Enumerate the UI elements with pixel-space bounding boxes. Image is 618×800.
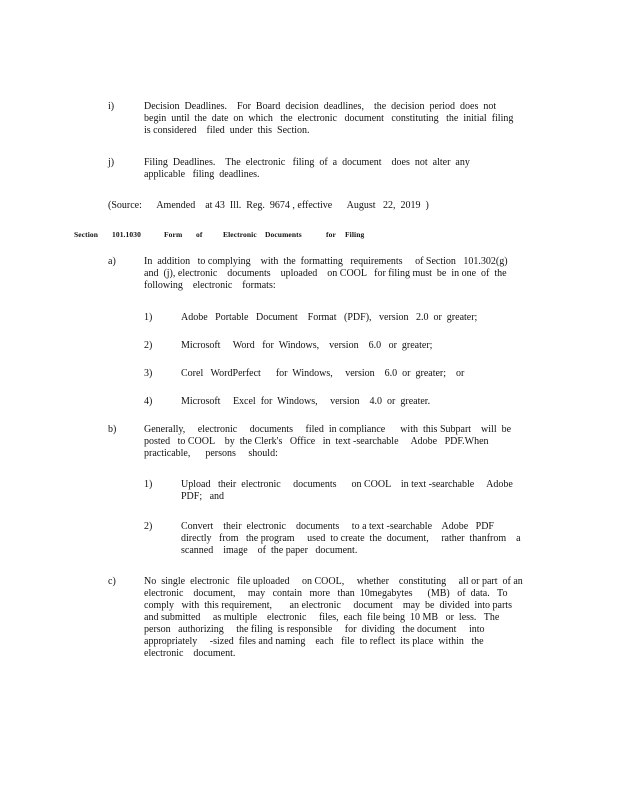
item-a-sub-4-marker: 4) xyxy=(144,396,153,407)
item-a-line: In addition to complying with the formatting requirements of Section 101.302(g) xyxy=(144,256,508,267)
item-b-line: practicable, persons should: xyxy=(144,448,278,459)
item-j-marker: j) xyxy=(108,157,115,168)
section-number: 101.1030 xyxy=(112,230,141,239)
item-c-line: electronic document, may contain more than 10megabytes (MB) of data. To xyxy=(144,588,508,599)
item-a-sub-1-text xyxy=(181,312,477,324)
item-b-sub-1-marker: 1) xyxy=(144,479,153,490)
item-b-line: Generally, electronic documents filed in compliance with this Subpart will be xyxy=(144,424,512,435)
section-title-word: of xyxy=(196,230,203,239)
item-c-line: appropriately -sized files and naming each file to reflect its place within the xyxy=(144,636,484,647)
item-a-line: and (j), electronic documents uploaded on COOL for filing must be in one of the xyxy=(144,268,507,279)
item-b-sub-2-marker: 2) xyxy=(144,521,153,532)
item-b-sub-2-line: scanned image of the paper document. xyxy=(181,545,358,556)
item-b-sub-2-text xyxy=(181,521,521,557)
section-title-word: Electronic xyxy=(223,230,257,239)
section-label: Section xyxy=(74,230,99,239)
item-b-sub-2-line: Convert their electronic documents to a text -searchable Adobe PDF xyxy=(181,521,494,532)
item-i-line: is considered filed under this Section. xyxy=(144,125,310,136)
item-c-line: comply with this requirement, an electronic document may be divided into parts xyxy=(144,600,512,611)
item-a-sub-1-marker: 1) xyxy=(144,312,153,323)
item-j-line: Filing Deadlines. The electronic filing of a document does not alter any xyxy=(144,157,470,168)
item-b-sub-1-line: PDF; and xyxy=(181,491,225,502)
item-i-line: begin until the date on which the electronic document constituting the initial filing xyxy=(144,113,514,124)
item-b-sub-1-line: Upload their electronic documents on COOL in text -searchable Adobe xyxy=(181,479,513,490)
item-b-sub-1-text xyxy=(181,479,513,503)
item-b-line: posted to COOL by the Clerk's Office in text -searchable Adobe PDF.When xyxy=(144,436,489,447)
section-title-word: Documents xyxy=(265,230,302,239)
item-a-sub-3-text xyxy=(181,368,464,380)
item-c-line: electronic document. xyxy=(144,648,236,659)
section-title-word: for xyxy=(326,230,336,239)
item-j-line: applicable filing deadlines. xyxy=(144,169,260,180)
item-i-line: Decision Deadlines. For Board decision deadlines, the decision period does not xyxy=(144,101,497,112)
item-c-line: No single electronic file uploaded on COOL, whether constituting all or part of an xyxy=(144,576,523,587)
item-a-sub-2-text xyxy=(181,340,432,352)
item-a-marker: a) xyxy=(108,256,116,267)
format-word: Microsoft Word for Windows, version 6.0 or greater; xyxy=(181,340,433,351)
item-j-text xyxy=(144,157,470,181)
item-a-sub-3-marker: 3) xyxy=(144,368,153,379)
format-wordperfect: Corel WordPerfect for Windows, version 6.0 or greater; or xyxy=(181,368,465,379)
item-c-line: and submitted as multiple electronic files, each file being 10 MB or less. The xyxy=(144,612,500,623)
item-a-sub-4-text xyxy=(181,396,430,408)
source-note: (Source: Amended at 43 Ill. Reg. 9674 , effective August 22, 2019 ) xyxy=(108,200,429,211)
item-a-line: following electronic formats: xyxy=(144,280,276,291)
format-excel: Microsoft Excel for Windows, version 4.0 or greater. xyxy=(181,396,431,407)
item-i-marker: i) xyxy=(108,101,115,112)
format-pdf: Adobe Portable Document Format (PDF), version 2.0 or greater; xyxy=(181,312,478,323)
item-c-line: person authorizing the filing is responsible for dividing the document into xyxy=(144,624,485,635)
item-b-text xyxy=(144,424,511,460)
item-c-text xyxy=(144,576,523,660)
item-c-marker: c) xyxy=(108,576,116,587)
item-i-text xyxy=(144,101,513,137)
section-title-word: Form xyxy=(164,230,183,239)
item-a-sub-2-marker: 2) xyxy=(144,340,153,351)
item-b-marker: b) xyxy=(108,424,117,435)
item-b-sub-2-line: directly from the program used to create the document, rather thanfrom a xyxy=(181,533,521,544)
section-title-word: Filing xyxy=(345,230,365,239)
item-a-text xyxy=(144,256,508,292)
